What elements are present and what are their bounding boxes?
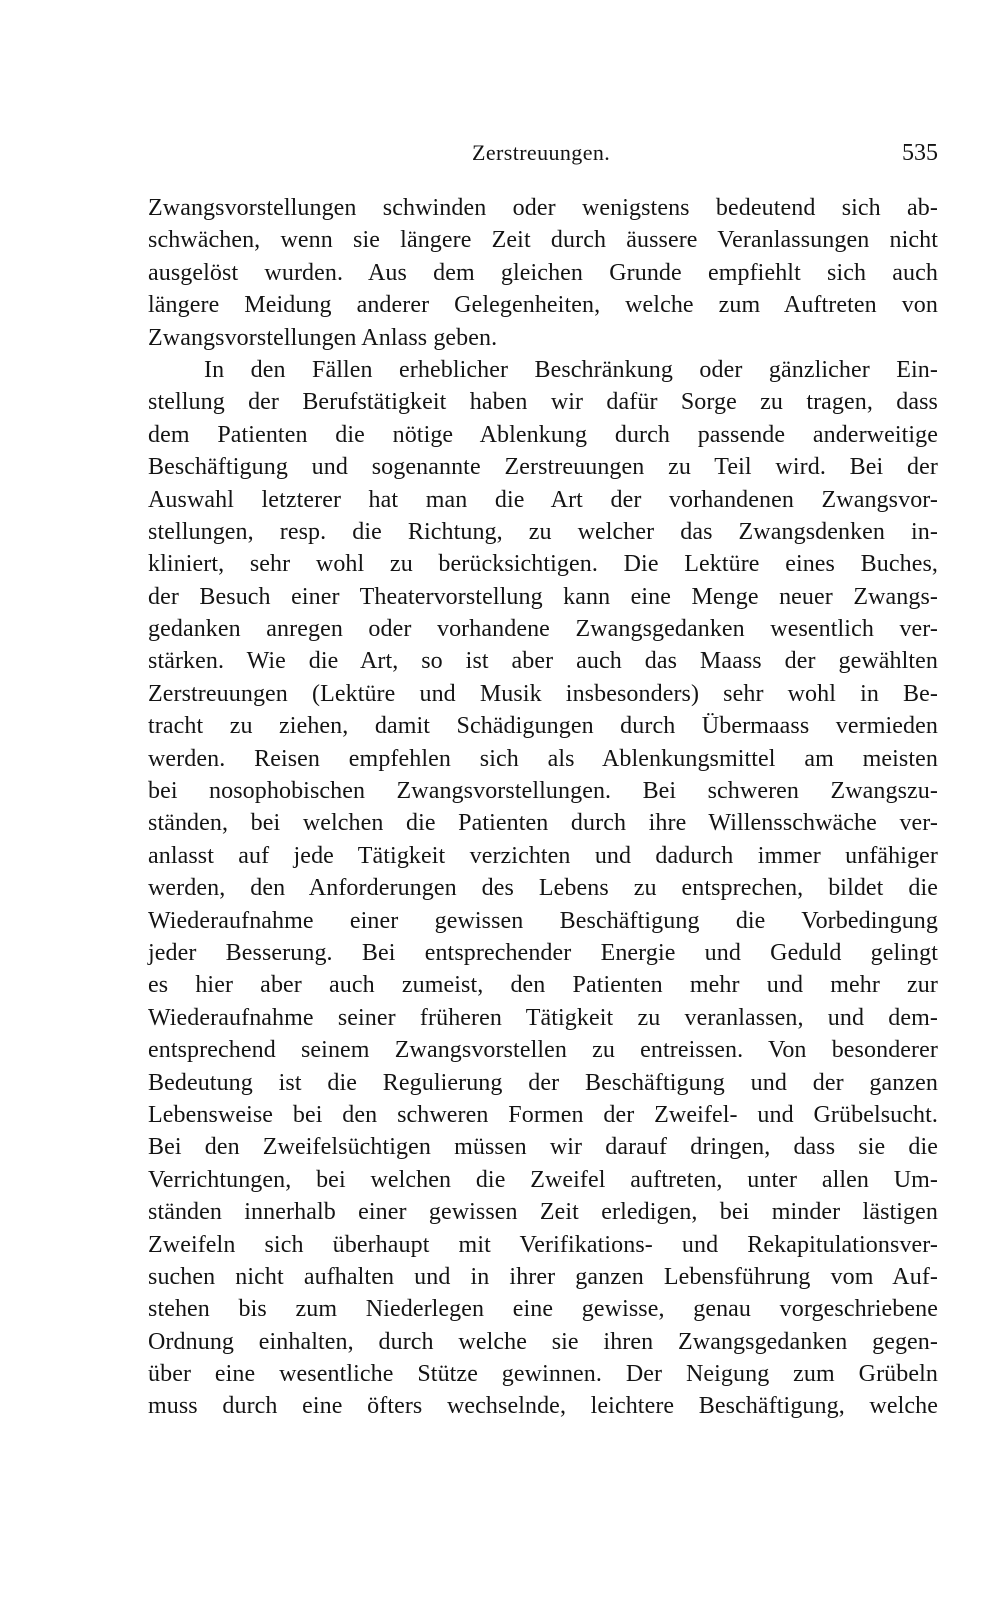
text-line: werden. Reisen empfehlen sich als Ablenkungsmittel am meisten (148, 745, 938, 772)
text-line: In den Fällen erheblicher Beschränkung oder gänzlicher Ein- (204, 356, 938, 383)
text-line: werden, den Anforderungen des Lebens zu entsprechen, bildet die (148, 875, 938, 902)
text-line: Beschäftigung und sogenannte Zerstreuungen zu Teil wird. Bei der (148, 454, 938, 481)
text-line: stehen bis zum Niederlegen eine gewisse, genau vorgeschriebene (148, 1296, 938, 1323)
running-title: Zerstreuungen. (472, 140, 611, 165)
text-line: ausgelöst wurden. Aus dem gleichen Grunde empfiehlt sich auch (148, 259, 938, 286)
text-line: ständen, bei welchen die Patienten durch ihre Willensschwäche ver- (148, 810, 938, 837)
text-line: tracht zu ziehen, damit Schädigungen durch Übermaass vermieden (148, 713, 938, 740)
text-line: über eine wesentliche Stütze gewinnen. Der Neigung zum Grübeln (148, 1361, 938, 1388)
body-text (148, 192, 938, 1423)
text-line: Zweifeln sich überhaupt mit Verifikations- und Rekapitulationsver- (148, 1231, 938, 1258)
text-line: dem Patienten die nötige Ablenkung durch passende anderweitige (148, 421, 938, 448)
text-line: es hier aber auch zumeist, den Patienten mehr und mehr zur (148, 972, 938, 999)
text-line: suchen nicht aufhalten und in ihrer ganzen Lebensführung vom Auf- (148, 1263, 938, 1290)
text-line: stärken. Wie die Art, so ist aber auch das Maass der gewählten (148, 648, 938, 675)
text-line: Verrichtungen, bei welchen die Zweifel auftreten, unter allen Um- (148, 1166, 938, 1193)
text-line: schwächen, wenn sie längere Zeit durch äussere Veranlassungen nicht (148, 227, 938, 254)
page-number: 535 (902, 140, 938, 166)
text-line: Bei den Zweifelsüchtigen müssen wir darauf dringen, dass sie die (148, 1134, 938, 1161)
text-line: Zwangsvorstellungen Anlass geben. (148, 324, 498, 351)
text-line: längere Meidung anderer Gelegenheiten, welche zum Auftreten von (148, 292, 938, 319)
text-line: muss durch eine öfters wechselnde, leichtere Beschäftigung, welche (148, 1393, 938, 1420)
text-line: der Besuch einer Theatervorstellung kann eine Menge neuer Zwangs- (148, 583, 938, 610)
text-line: bei nosophobischen Zwangsvorstellungen. Bei schweren Zwangszu- (148, 778, 938, 805)
text-line: Wiederaufnahme seiner früheren Tätigkeit zu veranlassen, und dem- (148, 1004, 938, 1031)
text-line: Lebensweise bei den schweren Formen der Zweifel- und Grübelsucht. (148, 1101, 938, 1128)
text-line: Ordnung einhalten, durch welche sie ihren Zwangsgedanken gegen- (148, 1328, 938, 1355)
text-line: Zerstreuungen (Lektüre und Musik insbesonders) sehr wohl in Be- (148, 680, 938, 707)
text-line: stellungen, resp. die Richtung, zu welcher das Zwangsdenken in- (148, 518, 938, 545)
text-line: Zwangsvorstellungen schwinden oder wenigstens bedeutend sich ab- (148, 195, 938, 221)
text-line: Auswahl letzterer hat man die Art der vorhandenen Zwangsvor- (148, 486, 938, 513)
text-line: entsprechend seinem Zwangsvorstellen zu entreissen. Von besonderer (148, 1037, 938, 1064)
text-line: stellung der Berufstätigkeit haben wir dafür Sorge zu tragen, dass (148, 389, 938, 416)
text-line: ständen innerhalb einer gewissen Zeit erledigen, bei minder lästigen (148, 1199, 938, 1226)
text-line: anlasst auf jede Tätigkeit verzichten und dadurch immer unfähiger (148, 842, 938, 869)
text-line: Bedeutung ist die Regulierung der Beschäftigung und der ganzen (148, 1069, 938, 1096)
text-line: gedanken anregen oder vorhandene Zwangsgedanken wesentlich ver- (148, 616, 938, 643)
text-line: kliniert, sehr wohl zu berücksichtigen. Die Lektüre eines Buches, (148, 551, 938, 578)
text-line: Wiederaufnahme einer gewissen Beschäftigung die Vorbedingung (148, 907, 938, 934)
text-line: jeder Besserung. Bei entsprechender Energie und Geduld gelingt (148, 939, 938, 966)
running-header (148, 140, 938, 180)
